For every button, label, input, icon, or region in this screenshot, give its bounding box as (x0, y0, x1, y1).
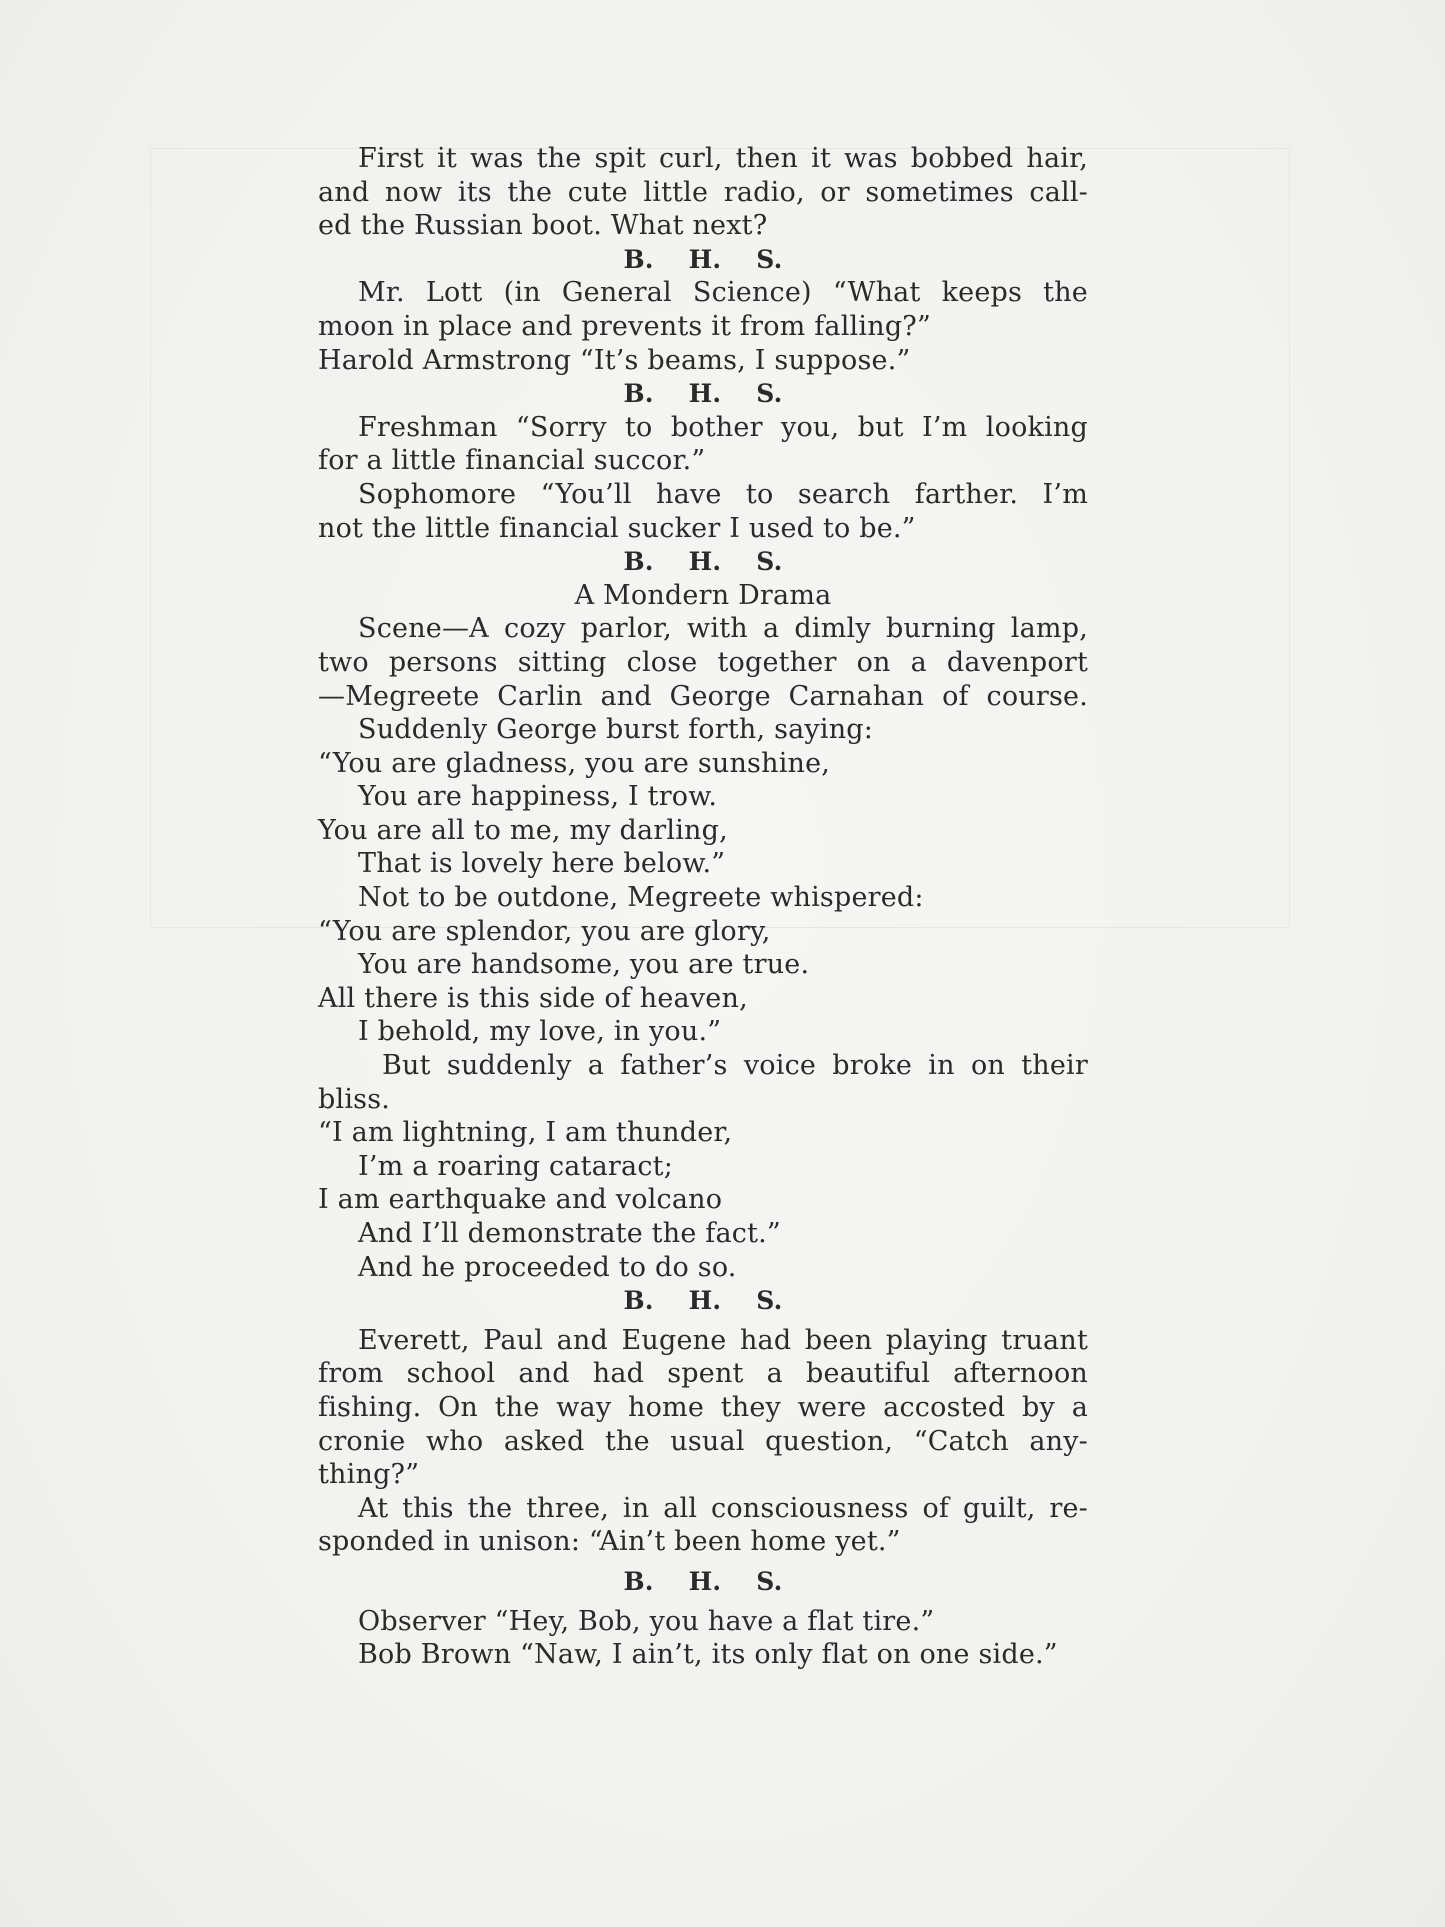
joke-line: and now its the cute little radio, or sometimes call- (318, 176, 1088, 208)
drama-line: Not to be outdone, Megreete whispered: (358, 882, 924, 914)
bhs-separator: B. H. S. (623, 547, 783, 577)
drama-title: A Mondern Drama (574, 579, 832, 611)
verse-line: And I’ll demonstrate the fact.” (358, 1218, 781, 1249)
verse-line: You are all to me, my darling, (318, 814, 728, 846)
verse-line: You are happiness, I trow. (358, 781, 718, 813)
drama-line: Scene—A cozy parlor, with a dimly burning lamp, (358, 613, 1088, 645)
text-column (318, 142, 1088, 1672)
verse-line: “You are gladness, you are sunshine, (318, 747, 831, 779)
joke-line: from school and had spent a beautiful afternoon (318, 1358, 1088, 1390)
joke-line: moon in place and prevents it from falling?” (318, 310, 931, 342)
joke-line: sponded in unison: “Ain’t been home yet.” (318, 1526, 901, 1558)
verse-line: I am earthquake and volcano (318, 1184, 723, 1216)
verse-line: “I am lightning, I am thunder, (318, 1117, 733, 1149)
bhs-separator: B. H. S. (623, 1286, 783, 1316)
verse-line: All there is this side of heaven, (318, 982, 748, 1014)
verse-line: I behold, my love, in you.” (358, 1016, 722, 1048)
joke-line: Observer “Hey, Bob, you have a flat tire.” (358, 1605, 935, 1637)
joke-line: thing?” (318, 1459, 420, 1491)
drama-line: But suddenly a father’s voice broke in on their (382, 1050, 1088, 1082)
joke-line: fishing. On the way home they were accosted by a (318, 1391, 1088, 1423)
joke-line: ed the Russian boot. What next? (318, 210, 768, 242)
drama-line: Suddenly George burst forth, saying: (358, 714, 874, 746)
bhs-separator: B. H. S. (623, 379, 783, 409)
bhs-separator: B. H. S. (623, 1566, 783, 1596)
drama-line: And he proceeded to do so. (358, 1251, 737, 1283)
joke-line: cronie who asked the usual question, “Catch any- (318, 1425, 1088, 1457)
joke-line: Bob Brown “Naw, I ain’t, its only flat on one side.” (358, 1639, 1058, 1671)
joke-line: Everett, Paul and Eugene had been playing truant (358, 1324, 1088, 1356)
drama-line: two persons sitting close together on a davenport (318, 646, 1088, 678)
bhs-separator: B. H. S. (623, 244, 783, 274)
joke-line: for a little financial succor.” (318, 445, 706, 477)
verse-line: You are handsome, you are true. (358, 949, 810, 981)
verse-line: “You are splendor, you are glory, (318, 915, 771, 947)
joke-line: At this the three, in all consciousness of guilt, re- (358, 1492, 1088, 1524)
joke-line: not the little financial sucker I used to be.” (318, 512, 916, 544)
joke-line: Freshman “Sorry to bother you, but I’m looking (358, 411, 1088, 443)
drama-line: —Megreete Carlin and George Carnahan of course. (318, 680, 1088, 712)
verse-line: That is lovely here below.” (358, 848, 726, 880)
joke-line: Harold Armstrong “It’s beams, I suppose.” (318, 344, 911, 376)
joke-line: First it was the spit curl, then it was bobbed hair, (358, 143, 1088, 174)
joke-line: Mr. Lott (in General Science) “What keeps the (358, 277, 1088, 309)
drama-line: bliss. (318, 1083, 391, 1115)
verse-line: I’m a roaring cataract; (358, 1150, 674, 1182)
joke-line: Sophomore “You’ll have to search farther. I’m (358, 478, 1088, 510)
